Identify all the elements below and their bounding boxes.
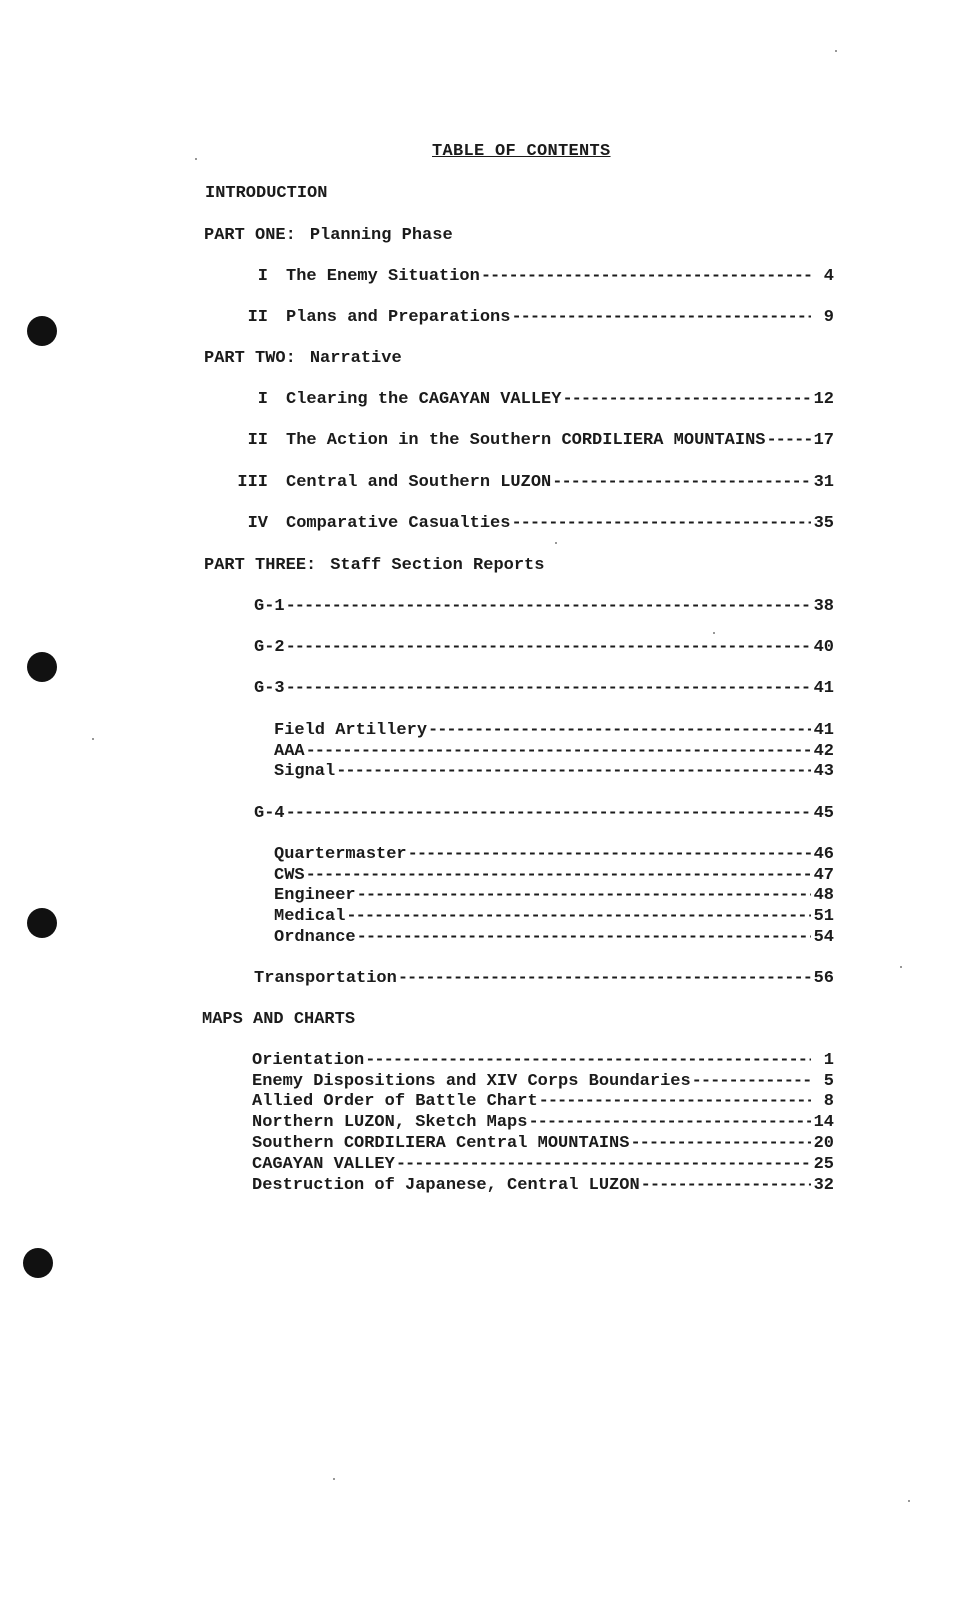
- leader-dots: [766, 431, 811, 451]
- toc-page-number: 14: [813, 1113, 834, 1132]
- toc-entry-text: CAGAYAN VALLEY: [252, 1155, 395, 1174]
- maps-heading: MAPS AND CHARTS: [202, 1010, 356, 1029]
- toc-entry-text: CWS: [274, 866, 305, 885]
- toc-page-number: 46: [813, 845, 834, 864]
- toc-page-number: 8: [823, 1092, 834, 1111]
- toc-entry[interactable]: [252, 1134, 834, 1154]
- leader-dots: [365, 1051, 811, 1071]
- toc-entry[interactable]: [274, 762, 834, 782]
- toc-entry-text: Quartermaster: [274, 845, 407, 864]
- toc-entry[interactable]: [286, 308, 834, 328]
- leader-dots: [357, 928, 811, 948]
- toc-page-number: 1: [823, 1051, 834, 1070]
- toc-page-number: 17: [813, 431, 834, 450]
- toc-entry[interactable]: [274, 907, 834, 927]
- leader-dots: [346, 907, 811, 927]
- toc-page-number: 41: [813, 721, 834, 740]
- leader-dots: [408, 845, 811, 865]
- toc-entry[interactable]: [274, 742, 834, 762]
- toc-entry[interactable]: [286, 390, 834, 410]
- toc-entry-text: G-3: [254, 679, 285, 698]
- toc-entry-text: Transportation: [254, 969, 397, 988]
- toc-entry[interactable]: [274, 928, 834, 948]
- toc-page-number: 25: [813, 1155, 834, 1174]
- toc-entry-text: Signal: [274, 762, 336, 781]
- toc-entry-text: Destruction of Japanese, Central LUZON: [252, 1176, 640, 1195]
- toc-number: III: [237, 473, 268, 492]
- toc-entry-text: Engineer: [274, 886, 356, 905]
- toc-number: I: [257, 267, 268, 286]
- toc-entry-text: The Enemy Situation: [286, 267, 480, 286]
- toc-entry[interactable]: [252, 1092, 834, 1112]
- page-title: TABLE OF CONTENTS: [432, 142, 611, 161]
- toc-entry-text: G-1: [254, 597, 285, 616]
- leader-dots: [511, 514, 811, 534]
- toc-entry[interactable]: [252, 1051, 834, 1071]
- toc-entry[interactable]: [252, 1176, 834, 1196]
- leader-dots: [286, 597, 811, 617]
- toc-entry[interactable]: [252, 1155, 834, 1175]
- punch-hole: [23, 1248, 53, 1278]
- toc-page-number: 54: [813, 928, 834, 947]
- toc-page-number: 32: [813, 1176, 834, 1195]
- toc-page-number: 42: [813, 742, 834, 761]
- leader-dots: [539, 1092, 811, 1112]
- toc-entry[interactable]: [286, 431, 834, 451]
- toc-entry-text: Clearing the CAGAYAN VALLEY: [286, 390, 562, 409]
- toc-entry-text: Ordnance: [274, 928, 356, 947]
- toc-entry[interactable]: [274, 886, 834, 906]
- toc-number: I: [257, 390, 268, 409]
- leader-dots: [481, 267, 811, 287]
- leader-dots: [336, 762, 811, 782]
- toc-entry[interactable]: [274, 845, 834, 865]
- introduction-heading: INTRODUCTION: [205, 184, 328, 203]
- part-three-label: PART THREE:: [204, 556, 317, 575]
- leader-dots: [630, 1134, 811, 1154]
- toc-entry[interactable]: [254, 804, 834, 824]
- toc-entry[interactable]: [286, 267, 834, 287]
- toc-page-number: 4: [823, 267, 834, 286]
- toc-page-number: 9: [823, 308, 834, 327]
- leader-dots: [396, 1155, 811, 1175]
- part-two-label: PART TWO:: [204, 349, 296, 368]
- toc-page-number: 47: [813, 866, 834, 885]
- part-one-label: PART ONE:: [204, 226, 296, 245]
- toc-entry[interactable]: [252, 1113, 834, 1133]
- toc-entry-text: Field Artillery: [274, 721, 428, 740]
- toc-entry[interactable]: [254, 597, 834, 617]
- toc-entry[interactable]: [274, 866, 834, 886]
- toc-entry[interactable]: [286, 473, 834, 493]
- leader-dots: [286, 804, 811, 824]
- toc-number: II: [247, 308, 268, 327]
- leader-dots: [641, 1176, 811, 1196]
- toc-entry[interactable]: [254, 969, 834, 989]
- toc-page-number: 51: [813, 907, 834, 926]
- part-one-name: Planning Phase: [309, 226, 453, 245]
- leader-dots: [511, 308, 811, 328]
- toc-entry-text: The Action in the Southern CORDILIERA MOUNTAINS: [286, 431, 766, 450]
- toc-entry-text: Southern CORDILIERA Central MOUNTAINS: [252, 1134, 630, 1153]
- toc-page-number: 31: [813, 473, 834, 492]
- leader-dots: [528, 1113, 811, 1133]
- toc-entry[interactable]: [254, 638, 834, 658]
- toc-entry-text: Northern LUZON, Sketch Maps: [252, 1113, 528, 1132]
- toc-entry-text: Medical: [274, 907, 346, 926]
- toc-entry-text: Orientation: [252, 1051, 365, 1070]
- toc-entry-text: AAA: [274, 742, 305, 761]
- toc-entry[interactable]: [252, 1072, 834, 1092]
- toc-page-number: 48: [813, 886, 834, 905]
- toc-entry[interactable]: [254, 679, 834, 699]
- toc-page-number: 38: [813, 597, 834, 616]
- toc-page-number: 35: [813, 514, 834, 533]
- leader-dots: [306, 866, 811, 886]
- leader-dots: [428, 721, 811, 741]
- toc-entry-text: Plans and Preparations: [286, 308, 511, 327]
- leader-dots: [562, 390, 811, 410]
- toc-entry-text: G-2: [254, 638, 285, 657]
- toc-page-number: 45: [813, 804, 834, 823]
- toc-entry-text: G-4: [254, 804, 285, 823]
- toc-number: IV: [247, 514, 268, 533]
- leader-dots: [357, 886, 811, 906]
- toc-number: II: [247, 431, 268, 450]
- toc-entry-text: Central and Southern LUZON: [286, 473, 552, 492]
- leader-dots: [286, 638, 811, 658]
- part-two-name: Narrative: [309, 349, 402, 368]
- toc-entry-text: Allied Order of Battle Chart: [252, 1092, 538, 1111]
- toc-entry-text: Enemy Dispositions and XIV Corps Boundaries: [252, 1072, 691, 1091]
- part-three-name: Staff Section Reports: [330, 556, 545, 575]
- leader-dots: [306, 742, 811, 762]
- toc-page-number: 56: [813, 969, 834, 988]
- leader-dots: [552, 473, 811, 493]
- toc-page-number: 40: [813, 638, 834, 657]
- part-three-heading: [204, 556, 544, 576]
- toc-page-number: 5: [823, 1072, 834, 1091]
- toc-entry[interactable]: [286, 514, 834, 534]
- toc-entry[interactable]: [274, 721, 834, 741]
- part-two-heading: [204, 349, 402, 369]
- toc-page-number: 20: [813, 1134, 834, 1153]
- leader-dots: [286, 679, 811, 699]
- punch-hole: [27, 652, 57, 682]
- punch-hole: [27, 316, 57, 346]
- toc-page-number: 41: [813, 679, 834, 698]
- toc-page-number: 43: [813, 762, 834, 781]
- punch-hole: [27, 908, 57, 938]
- toc-page-number: 12: [813, 390, 834, 409]
- toc-entry-text: Comparative Casualties: [286, 514, 511, 533]
- leader-dots: [692, 1072, 811, 1092]
- part-one-heading: [204, 226, 453, 246]
- leader-dots: [398, 969, 811, 989]
